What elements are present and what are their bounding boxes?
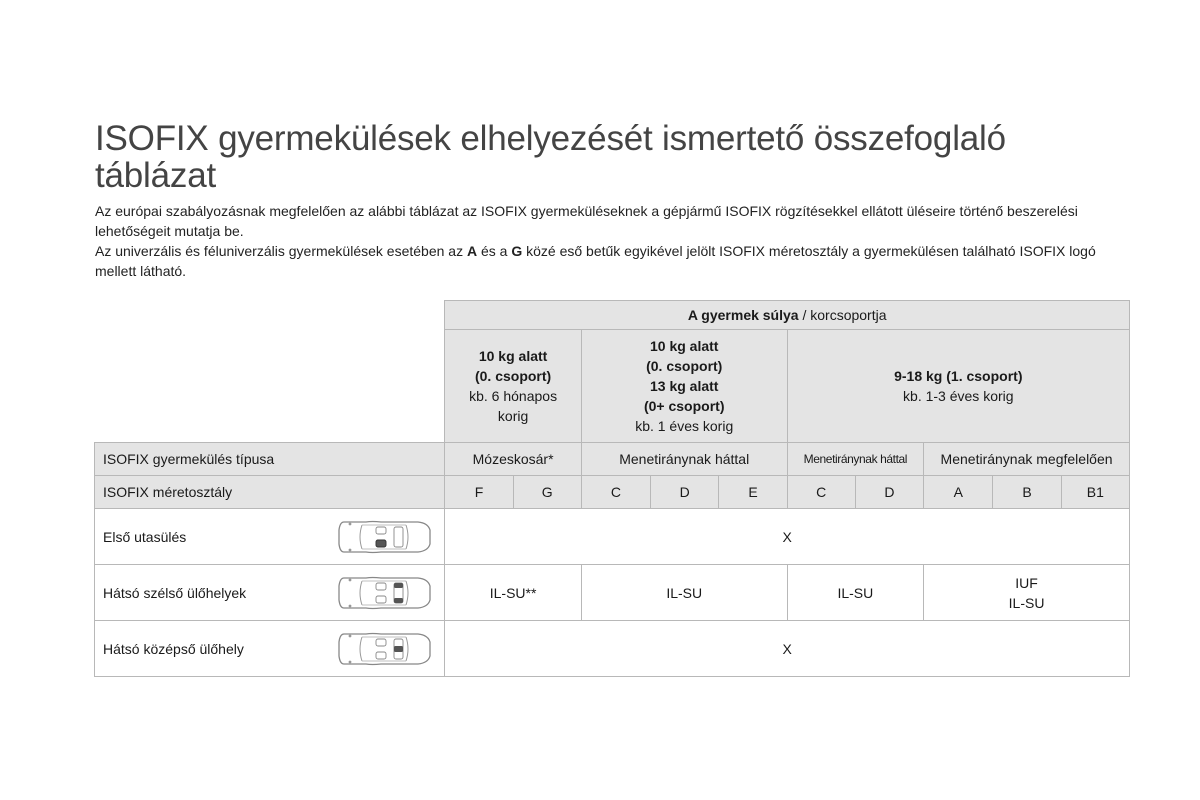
rear-outer-value: IUF IL-SU <box>924 565 1130 621</box>
group-cell-0plus: 10 kg alatt (0. csoport) 13 kg alatt (0+ csoport) kb. 1 éves korig <box>581 330 787 443</box>
table-row-front-passenger <box>95 509 1130 565</box>
table-row-rear-center <box>95 621 1130 677</box>
group-cell-1: 9-18 kg (1. csoport) kb. 1-3 éves korig <box>787 330 1129 443</box>
page-title: ISOFIX gyermekülések elhelyezését ismertető összefoglaló táblázat <box>95 119 1006 195</box>
table-row-rear-outer <box>95 565 1130 621</box>
class-cell: B <box>993 476 1061 509</box>
front-passenger-value: X <box>445 509 1130 565</box>
seat-cell <box>95 509 445 565</box>
type-forward: Menetiránynak megfelelően <box>924 443 1130 476</box>
intro-paragraph-1: Az európai szabályozásnak megfelelően az alábbi táblázat az ISOFIX gyermeküléseknek a gépjármű ISOFIX rögzítésekkel ellátott üléseire történő beszerelési lehetőségeit mutatja be. <box>95 203 1078 239</box>
table-corner <box>95 301 445 443</box>
class-cell: D <box>855 476 923 509</box>
type-carrycot: Mózeskosár* <box>445 443 582 476</box>
class-cell: C <box>581 476 650 509</box>
car-rear-outer-seats-icon <box>336 572 434 614</box>
class-cell: G <box>513 476 581 509</box>
class-cell: D <box>651 476 719 509</box>
intro-text <box>95 201 1135 281</box>
car-rear-center-seat-icon <box>336 628 434 670</box>
rear-outer-value: IL-SU <box>581 565 787 621</box>
class-cell: C <box>787 476 855 509</box>
class-cell: B1 <box>1061 476 1129 509</box>
seat-label: Hátsó szélső ülőhelyek <box>103 584 247 601</box>
class-cell: E <box>719 476 787 509</box>
isofix-table <box>94 300 1130 677</box>
rear-center-value: X <box>445 621 1130 677</box>
type-rearward-2: Menetiránynak háttal <box>787 443 924 476</box>
type-label: ISOFIX gyermekülés típusa <box>95 443 445 476</box>
seat-label: Első utasülés <box>103 528 187 545</box>
rear-outer-value: IL-SU** <box>445 565 582 621</box>
rear-outer-value: IL-SU <box>787 565 924 621</box>
type-rearward-1: Menetiránynak háttal <box>581 443 787 476</box>
intro-paragraph-2: Az univerzális és féluniverzális gyermekülések esetében az A és a G közé eső betűk egyikével jelölt ISOFIX méretosztály a gyermekülésen található ISOFIX logó mellett látható. <box>95 243 1096 279</box>
seat-label: Hátsó középső ülőhely <box>103 640 244 657</box>
class-cell: F <box>445 476 513 509</box>
seat-cell <box>95 565 445 621</box>
group-cell-0: 10 kg alatt (0. csoport) kb. 6 hónapos korig <box>445 330 582 443</box>
seat-cell <box>95 621 445 677</box>
class-cell: A <box>924 476 993 509</box>
car-front-seat-icon <box>336 516 434 558</box>
class-label: ISOFIX méretosztály <box>95 476 445 509</box>
weight-header: A gyermek súlya / korcsoportja <box>445 301 1130 330</box>
